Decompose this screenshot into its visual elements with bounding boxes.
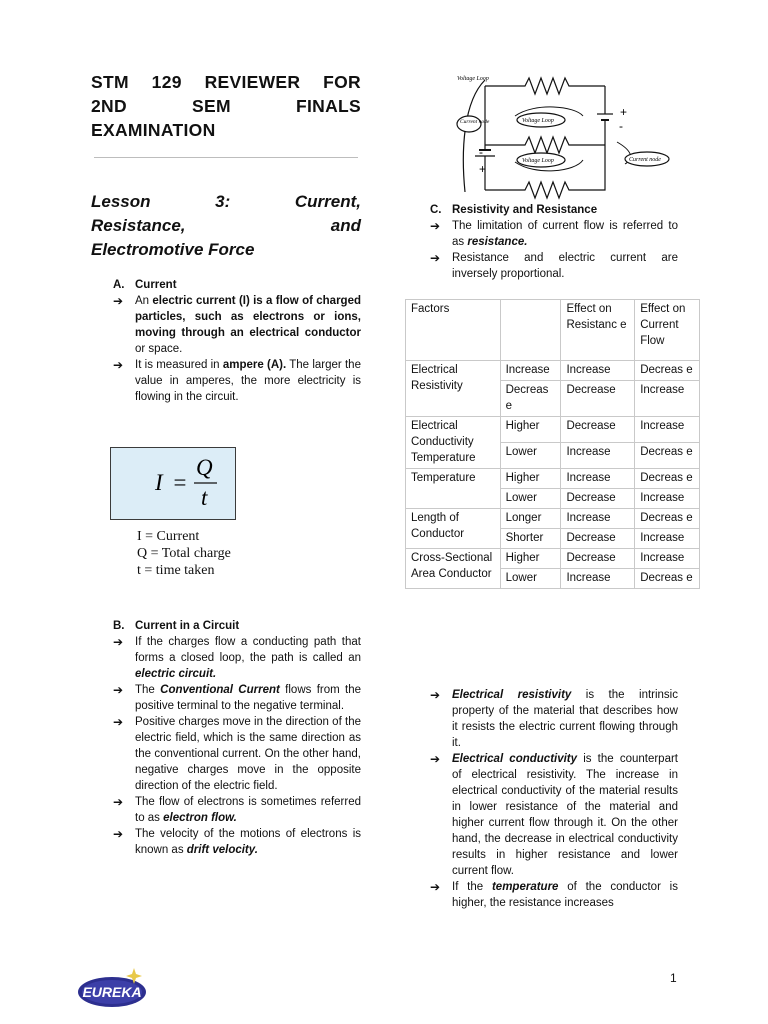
formula-legend xyxy=(137,528,231,579)
lesson-line-2: Resistance, and xyxy=(91,216,361,235)
table-cell: Decrease xyxy=(561,549,635,569)
table-header-row xyxy=(406,300,700,361)
voltage-loop-label-top: Voltage Loop xyxy=(457,76,489,82)
arrow-icon: ➔ xyxy=(113,827,124,841)
table-row xyxy=(406,509,700,529)
table-factor-cell: Temperature xyxy=(406,469,501,509)
formula-lhs: I xyxy=(155,470,163,495)
table-cell: Lower xyxy=(500,443,561,469)
arrow-icon: ➔ xyxy=(113,683,124,697)
section-c xyxy=(430,202,678,282)
section-b-bullet-3: ➔ Positive charges move in the direction of the electric field, which is the same direction as the conventional current. On the other hand, negative charges move in the opposite direction of the electric field. xyxy=(113,715,361,792)
title-line-3: EXAMINATION xyxy=(91,120,216,140)
table-factor-cell: Electrical Conductivity Temperature xyxy=(406,417,501,469)
plus-sign-right: + xyxy=(620,105,628,119)
formula-denominator: t xyxy=(201,485,208,510)
title-divider xyxy=(94,157,358,158)
table-row xyxy=(406,469,700,489)
title-line-1: STM 129 REVIEWER FOR xyxy=(91,72,361,92)
formula-equals: = xyxy=(172,470,188,495)
table-cell: Increase xyxy=(635,417,700,443)
section-b-bullet-5: ➔ The velocity of the motions of electrons is known as drift velocity. xyxy=(113,827,361,856)
table-cell: Increase xyxy=(635,489,700,509)
table-factor-cell: Electrical Resistivity xyxy=(406,361,501,417)
arrow-icon: ➔ xyxy=(113,715,124,729)
table-cell: Lower xyxy=(500,489,561,509)
legend-charge: Q = Total charge xyxy=(137,546,231,561)
section-a-bullet-1: ➔ An electric current (I) is a flow of charged particles, such as electrons or ions, moving through an electrical conductor or space. xyxy=(113,294,361,355)
table-factor-cell: Cross-Sectional Area Conductor xyxy=(406,549,501,589)
table-cell: Higher xyxy=(500,549,561,569)
table-row xyxy=(406,417,700,443)
top-resistor xyxy=(485,78,605,94)
table-cell: Increase xyxy=(635,529,700,549)
section-a xyxy=(113,277,361,405)
table-cell: Decrease xyxy=(561,489,635,509)
middle-resistor xyxy=(485,137,605,153)
table-header-cell: Effect on Current Flow xyxy=(635,300,700,361)
section-c-bullet-1: ➔ The limitation of current flow is referred to as resistance. xyxy=(430,219,678,248)
section-definitions xyxy=(430,687,678,911)
section-b-bullet-4: ➔ The flow of electrons is sometimes referred to as electron flow. xyxy=(113,795,361,824)
eureka-logo xyxy=(72,964,154,1012)
table-cell: Increase xyxy=(635,381,700,417)
table-cell: Increase xyxy=(561,361,635,381)
table-cell: Shorter xyxy=(500,529,561,549)
table-factor-cell: Length of Conductor xyxy=(406,509,501,549)
minus-sign-right: - xyxy=(619,119,623,133)
page-number: 1 xyxy=(670,971,677,985)
table-header-cell: Factors xyxy=(406,300,501,361)
arrow-icon: ➔ xyxy=(430,688,441,702)
table-cell: Decrease xyxy=(561,381,635,417)
legend-time: t = time taken xyxy=(137,563,215,578)
table-cell: Decreas e xyxy=(635,443,700,469)
table-cell: Increase xyxy=(635,549,700,569)
section-b-heading: B. Current in a Circuit xyxy=(113,620,240,632)
table-cell: Increase xyxy=(561,569,635,589)
table-cell: Increase xyxy=(561,469,635,489)
section-a-heading: A. Current xyxy=(113,279,177,291)
section-b xyxy=(113,618,361,858)
table-header-cell xyxy=(500,300,561,361)
arrow-icon: ➔ xyxy=(113,635,124,649)
table-cell: Increase xyxy=(500,361,561,381)
table-cell: Increase xyxy=(561,443,635,469)
table-header-cell: Effect on Resistanc e xyxy=(561,300,635,361)
formula-numerator: Q xyxy=(196,455,213,480)
arrow-icon: ➔ xyxy=(113,358,124,372)
table-row xyxy=(406,361,700,381)
definition-bullet-3: ➔ If the temperature of the conductor is higher, the resistance increases xyxy=(430,880,678,909)
table-cell: Decreas e xyxy=(635,361,700,381)
arrow-icon: ➔ xyxy=(430,880,441,894)
factors-table xyxy=(405,299,700,589)
title-line-2: 2ND SEM FINALS xyxy=(91,96,361,116)
current-node-label-right: Current node xyxy=(629,157,661,163)
table-cell: Decreas e xyxy=(635,569,700,589)
arrow-icon: ➔ xyxy=(113,294,124,308)
definition-bullet-1: ➔ Electrical resistivity is the intrinsic property of the material that describes how it resists the electric current flowing through it. xyxy=(430,688,678,749)
table-row xyxy=(406,549,700,569)
lesson-line-3: Electromotive Force xyxy=(91,240,255,259)
arrow-icon: ➔ xyxy=(430,752,441,766)
section-b-bullet-2: ➔ The Conventional Current flows from the positive terminal to the negative terminal. xyxy=(113,683,362,712)
arrow-icon: ➔ xyxy=(113,795,124,809)
section-c-bullet-2: ➔ Resistance and electric current are inversely proportional. xyxy=(430,251,678,280)
logo-text: EUREKA xyxy=(82,984,142,1000)
table-cell: Longer xyxy=(500,509,561,529)
table-cell: Decrease xyxy=(561,417,635,443)
current-formula xyxy=(111,448,235,519)
table-cell: Higher xyxy=(500,469,561,489)
table-cell: Decreas e xyxy=(635,509,700,529)
formula-box xyxy=(110,447,236,520)
section-c-heading: C. Resistivity and Resistance xyxy=(430,204,598,216)
voltage-loop-label-1: Voltage Loop xyxy=(522,118,554,124)
plus-sign-left: + xyxy=(479,162,487,176)
section-a-bullet-2: ➔ It is measured in ampere (A). The larger the value in amperes, the more electricity is flowing in the circuit. xyxy=(113,358,361,403)
lesson-line-1: Lesson 3: Current, xyxy=(91,192,361,211)
document-title xyxy=(91,70,361,142)
legend-current: I = Current xyxy=(137,529,200,544)
minus-sign-left: - xyxy=(479,145,483,159)
current-node-label-left: Current node xyxy=(460,119,490,125)
voltage-loop-label-2: Voltage Loop xyxy=(522,158,554,164)
table-cell: Decreas e xyxy=(635,469,700,489)
arrow-icon: ➔ xyxy=(430,251,441,265)
table-cell: Decrease xyxy=(561,529,635,549)
circuit-diagram xyxy=(455,72,705,200)
section-b-bullet-1: ➔ If the charges flow a conducting path that forms a closed loop, the path is called an electric circuit. xyxy=(113,635,361,680)
table-cell: Increase xyxy=(561,509,635,529)
lesson-heading xyxy=(91,190,361,262)
table-cell: Higher xyxy=(500,417,561,443)
definition-bullet-2: ➔ Electrical conductivity is the counterpart of electrical resistivity. The increase in electrical conductivity of the material results in lower resistance of the material and higher current flow through it. On the other hand, the decrease in electrical conductivity results in higher resistance and lower current flow. xyxy=(430,752,678,877)
table-cell: Decreas e xyxy=(500,381,561,417)
arrow-icon: ➔ xyxy=(430,219,441,233)
table-cell: Lower xyxy=(500,569,561,589)
